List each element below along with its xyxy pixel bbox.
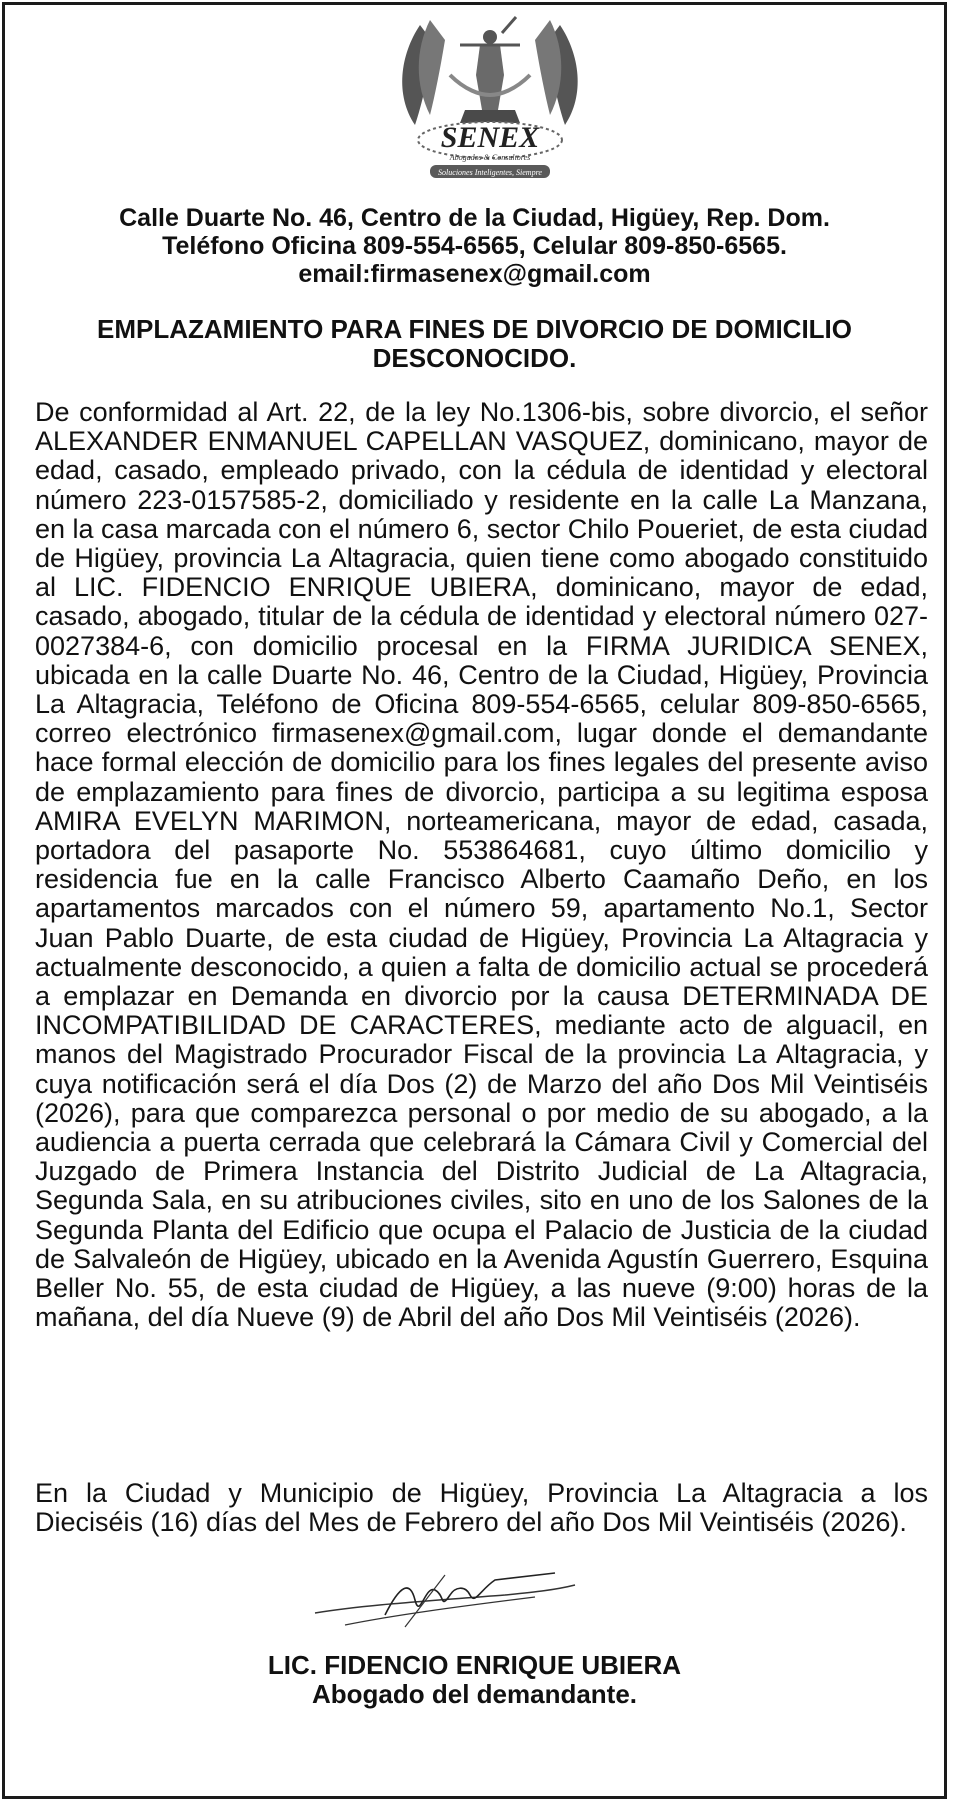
senex-logo xyxy=(390,15,590,195)
logo-tagline: Soluciones Inteligentes, Siempre xyxy=(438,168,542,177)
contact-block xyxy=(25,204,924,288)
senex-wordmark: SENEX xyxy=(440,121,540,154)
handwritten-signature xyxy=(305,1565,585,1635)
notice-title: EMPLAZAMIENTO PARA FINES DE DIVORCIO DE DOMICILIO DESCONOCIDO. xyxy=(97,314,852,373)
logo-subtitle: Abogados & Consultores xyxy=(449,153,531,162)
lady-justice-statue-icon xyxy=(450,17,530,123)
signer-role: Abogado del demandante. xyxy=(311,1679,638,1709)
signer-name: LIC. FIDENCIO ENRIQUE UBIERA xyxy=(267,1650,682,1680)
closing-paragraph: En la Ciudad y Municipio de Higüey, Provincia La Altagracia a los Dieciséis (16) días del Mes de Febrero del año Dos Mil Veintiséis (2026). xyxy=(35,1478,928,1538)
signer-block xyxy=(25,1651,924,1709)
notice-body: De conformidad al Art. 22, de la ley No.1306-bis, sobre divorcio, el señor ALEXANDER ENMANUEL CAPELLAN VASQUEZ, dominicano, mayor de edad, casado, empleado privado, con la cédula de identidad y electoral número 223-0157585-2, domiciliado y residente en la calle La Manzana, en la casa marcada con el número 6, sector Chilo Poueriet, de esta ciudad de Higüey, provincia La Altagracia, quien tiene como abogado constituido al LIC. FIDENCIO ENRIQUE UBIERA, dominicano, mayor de edad, casado, abogado, titular de la cédula de identidad y electoral número 027-0027384-6, con domicilio procesal en la FIRMA JURIDICA SENEX, ubicada en la calle Duarte No. 46, Centro de la Ciudad, Higüey, Provincia La Altagracia, Teléfono de Oficina 809-554-6565, celular 809-850-6565, correo electrónico firmasenex@gmail.com, lugar donde el demandante hace formal elección de domicilio para los fines legales del presente aviso de emplazamiento para fines de divorcio, participa a su legitima esposa AMIRA EVELYN MARIMON, norteamericana, mayor de edad, casada, portadora del pasaporte No. 553864681, cuyo último domicilio y residencia fue en la calle Francisco Alberto Caamaño Deño, en los apartamentos marcados con el número 59, apartamento No.1, Sector Juan Pablo Duarte, de esta ciudad de Higüey, Provincia La Altagracia y actualmente desconocido, a quien a falta de domicilio actual se procederá a emplazar en Demanda en divorcio por la causa DETERMINADA DE INCOMPATIBILIDAD DE CARACTERES, mediante acto de alguacil, en manos del Magistrado Procurador Fiscal de la provincia La Altagracia, y cuya notificación será el día Dos (2) de Marzo del año Dos Mil Veintiséis (2026), para que comparezca personal o por medio de su abogado, a la audiencia a puerta cerrada que celebrará la Cámara Civil y Comercial del Juzgado de Primera Instancia del Distrito Judicial de La Altagracia, Segunda Sala, en su atribuciones civiles, sito en uno de los Salones de la Segunda Planta del Edificio que ocupa el Palacio de Justicia de la ciudad de Salvaleón de Higüey, ubicado en la Avenida Agustín Guerrero, Esquina Beller No. 55, de esta ciudad de Higüey, a las nueve (9:00) horas de la mañana, del día Nueve (9) de Abril del año Dos Mil Veintiséis (2026). xyxy=(35,397,929,1333)
email-line: email:firmasenex@gmail.com xyxy=(298,260,651,288)
phone-line: Teléfono Oficina 809-554-6565, Celular 809-850-6565. xyxy=(162,232,787,260)
notice-frame xyxy=(2,2,947,1799)
address-line: Calle Duarte No. 46, Centro de la Ciudad, Higüey, Rep. Dom. xyxy=(119,204,830,232)
